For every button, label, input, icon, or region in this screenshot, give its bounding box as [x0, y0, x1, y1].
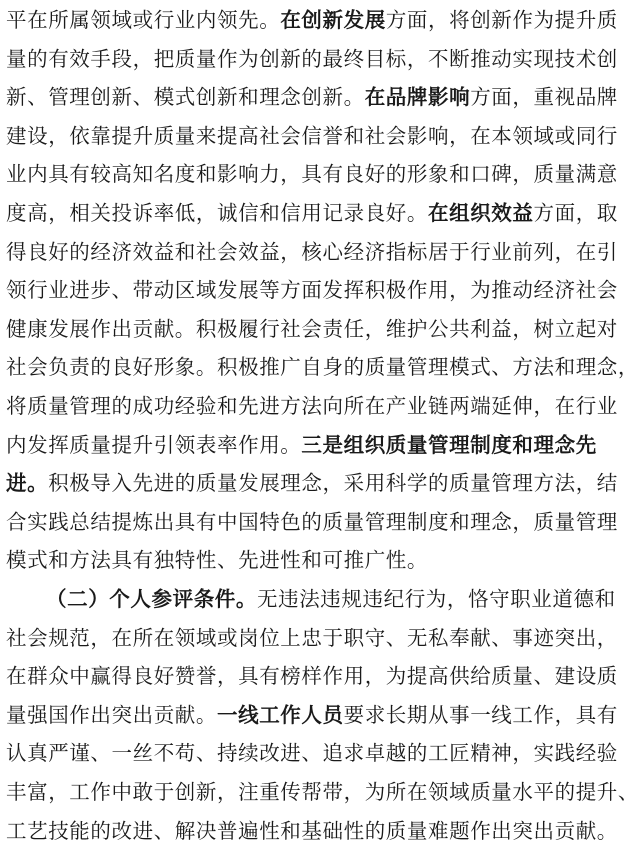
- text-run: 内发挥质量提升引领表率作用。: [6, 432, 302, 457]
- text-run: 要求长期从事一线工作，具有: [343, 702, 618, 727]
- text-line: [6, 502, 618, 543]
- text-line: [6, 347, 639, 388]
- text-line: [6, 425, 597, 466]
- text-run: 度高，相关投诉率低，诚信和信用记录良好。: [6, 201, 428, 225]
- bold-phrase: 在品牌影响: [364, 85, 471, 110]
- bold-phrase: （二）个人参评条件。: [46, 587, 257, 611]
- text-run: 领行业进步、带动区域发展等方面发挥积极作用，为推动经济社会: [6, 278, 618, 303]
- text-run: 得良好的经济效益和社会效益，核心经济指标居于行业前列，在引: [6, 239, 618, 264]
- bold-phrase: 一线工作人员: [217, 702, 344, 727]
- text-run: 社会规范，在所在领域或岗位上忠于职守、无私奉献、事迹突出，: [6, 625, 618, 650]
- text-line: [6, 39, 618, 80]
- text-line: [6, 540, 590, 581]
- text-run: 方面，重视品牌: [470, 85, 618, 110]
- text-run: 模式和方法具有独特性、先进性和可推广性。: [6, 548, 428, 573]
- text-line: [6, 733, 618, 774]
- bold-phrase: 三是组织质量管理制度和理念先: [301, 432, 597, 457]
- text-line: [6, 811, 618, 852]
- text-run: 量的有效手段，把质量作为创新的最终目标，不断推动实现技术创: [6, 46, 618, 71]
- text-run: 无违法违规违纪行为，恪守职业道德和: [257, 587, 616, 611]
- text-line: [6, 656, 618, 697]
- text-run: 合实践总结提炼出具有中国特色的质量管理制度和理念，质量管理: [6, 509, 618, 534]
- text-line: [6, 193, 618, 234]
- bold-phrase: 在组织效益: [428, 201, 534, 225]
- text-line: [6, 154, 618, 195]
- text-run: 社会负责的良好形象。积极推广自身的质量管理模式、方法和理念，: [6, 355, 639, 380]
- text-line: [6, 695, 618, 736]
- text-run: 新、管理创新、模式创新和理念创新。: [6, 85, 365, 110]
- text-run: 在群众中赢得良好赞誉，具有榜样作用，为提高供给质量、建设质: [6, 664, 618, 689]
- text-run: 工艺技能的改进、解决普遍性和基础性的质量难题作出突出贡献。: [6, 818, 618, 843]
- bold-phrase: 进。: [6, 471, 49, 496]
- text-line: [6, 386, 618, 427]
- text-run: 健康发展作出贡献。积极履行社会责任，维护公共利益，树立起对: [6, 316, 618, 341]
- text-run: 方面，将创新作为提升质: [385, 8, 618, 32]
- text-run: 业内具有较高知名度和影响力，具有良好的形象和口碑，质量满意: [6, 162, 618, 187]
- text-line: [6, 618, 618, 659]
- text-line: [6, 309, 618, 350]
- text-line: [6, 77, 618, 118]
- text-run: 建设，依靠提升质量来提高社会信誉和社会影响，在本领域或同行: [6, 123, 618, 148]
- text-line: [6, 463, 618, 504]
- text-run: 积极导入先进的质量发展理念，采用科学的质量管理方法，结: [48, 471, 618, 496]
- text-line: [6, 270, 618, 311]
- bold-phrase: 在创新发展: [280, 8, 386, 32]
- text-run: 将质量管理的成功经验和先进方法向所在产业链两端延伸，在行业: [6, 394, 618, 418]
- text-line: [46, 579, 616, 620]
- text-run: 认真严谨、一丝不苟、持续改进、追求卓越的工匠精神，实践经验: [6, 741, 618, 766]
- text-run: 平在所属领域或行业内领先。: [6, 8, 281, 32]
- text-line: [6, 0, 618, 41]
- text-line: [6, 772, 639, 813]
- text-line: [6, 116, 618, 157]
- text-line: [6, 232, 618, 273]
- text-run: 量强国作出突出贡献。: [6, 702, 217, 727]
- text-run: 丰富，工作中敢于创新，注重传帮带，为所在领域质量水平的提升、: [6, 780, 639, 804]
- text-run: 方面，取: [533, 201, 618, 225]
